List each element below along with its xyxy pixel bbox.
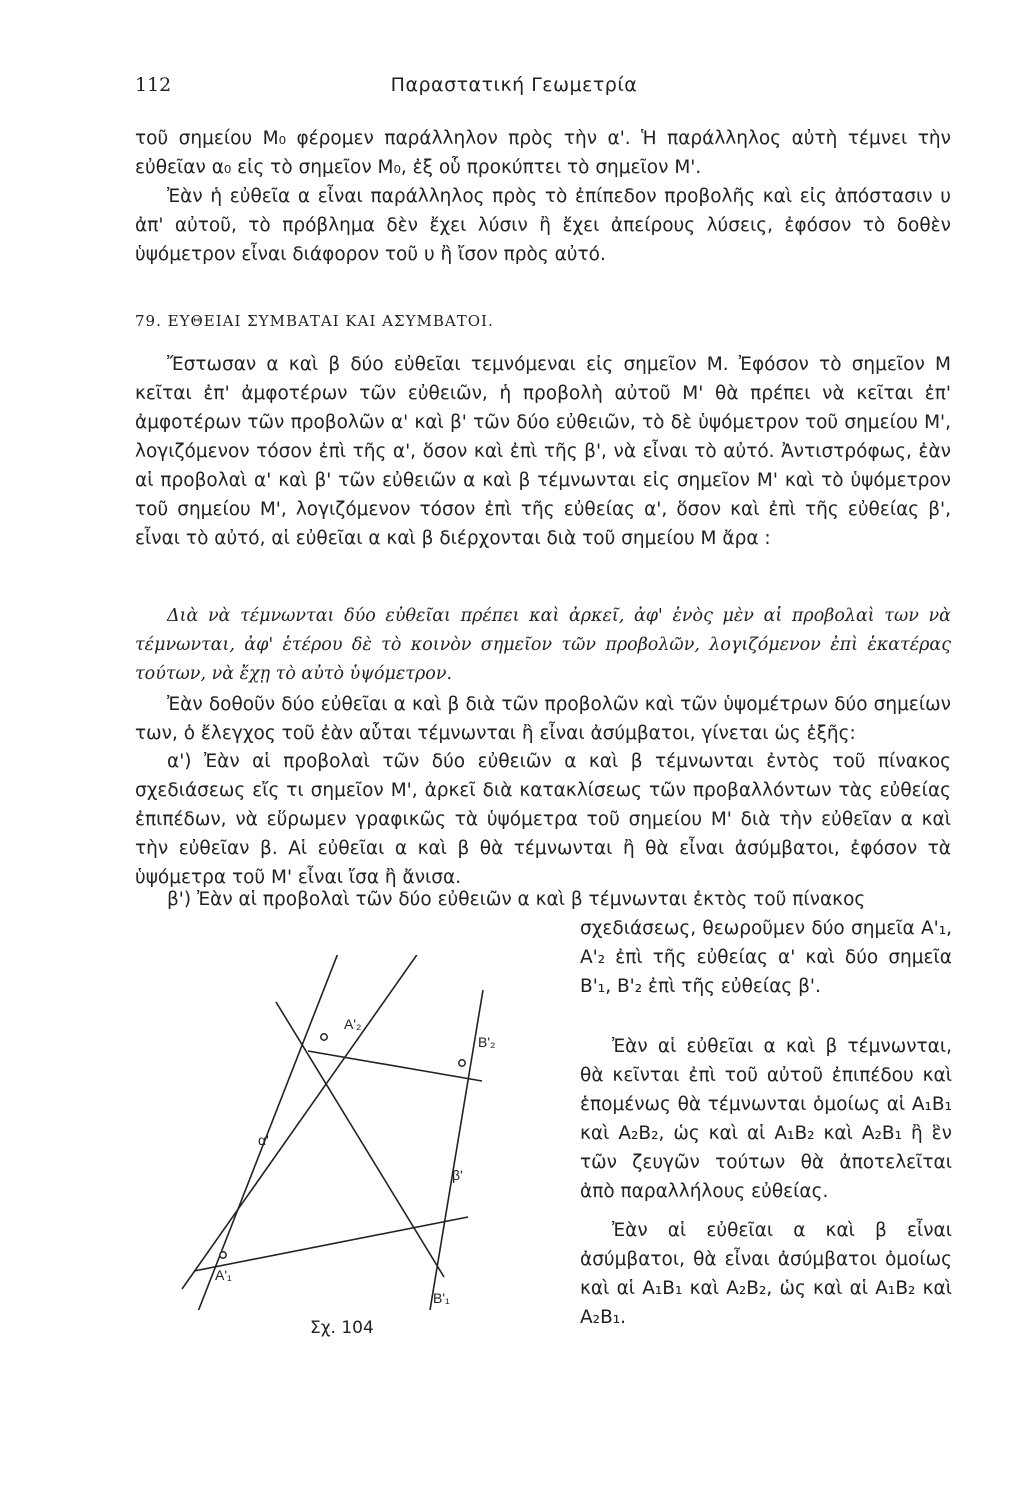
line-a2-b1 — [276, 1002, 444, 1277]
label-a1: A'₁ — [215, 1267, 232, 1283]
paragraph-6-lead: β') Ἐὰν αἱ προβολαὶ τῶν δύο εὐθειῶν α καὶ β τέμνωνται ἐκτὸς τοῦ πίνακος — [167, 889, 866, 910]
line-a2-b2 — [308, 1051, 482, 1081]
line-beta-prime — [430, 990, 483, 1310]
line-a1-b1 — [194, 1217, 468, 1271]
paragraph-2: Ἐὰν ἡ εὐθεῖα α εἶναι παράλληλος πρὸς τὸ ἐπίπεδον προβολῆς καὶ εἰς ἀπόστασιν υ ἀπ' αὐτοῦ, τὸ πρόβλημα δὲν ἔχει λύσιν ἢ ἔχει ἀπείρους λύσεις, ἐφόσον τὸ δοθὲν ὑψόμετρον εἶναι διάφορον τοῦ υ ἢ ἴσον πρὸς αὐτό. — [135, 186, 951, 265]
paragraph-5: α') Ἐὰν αἱ προβολαὶ τῶν δύο εὐθειῶν α καὶ β τέμνωνται ἐντὸς τοῦ πίνακος σχεδιάσεως εἴς τι σημεῖον M', ἀρκεῖ διὰ κατακλίσεως τῶν προβαλλόντων τὰς εὐθείας ἐπιπέδων, νὰ εὕρωμεν γραφικῶς τὰ ὑψόμετρα τοῦ σημείου M' διὰ τὴν εὐθεῖαν α καὶ τὴν εὐθεῖαν β. Αἱ εὐθεῖαι α καὶ β θὰ τέμνωνται ἢ θὰ εἶναι ἀσύμβατοι, ἐφόσον τὰ ὑψόμετρα τοῦ M' εἶναι ἴσα ἢ ἄνισα. — [135, 751, 951, 888]
theorem-rule: Διὰ νὰ τέμνωνται δύο εὐθεῖαι πρέπει καὶ ἀρκεῖ, ἀφ' ἑνὸς μὲν αἱ προβολαὶ των νὰ τέμνωνται, ἀφ' ἑτέρου δὲ τὸ κοινὸν σημεῖον τῶν προβολῶν, λογιζόμενον ἐπὶ ἑκατέρας τούτων, νὰ ἔχῃ τὸ αὐτὸ ὑψόμετρον. — [135, 606, 951, 684]
paragraph-1: τοῦ σημείου M₀ φέρομεν παράλληλον πρὸς τὴν α'. Ἡ παράλληλος αὐτὴ τέμνει τὴν εὐθεῖαν α₀ εἰς τὸ σημεῖον M₀, ἐξ οὗ προκύπτει τὸ σημεῖον M'. — [135, 128, 951, 178]
section-heading: 79. ΕΥΘΕΙΑΙ ΣΥΜΒΑΤΑΙ ΚΑΙ ΑΣΥΜΒΑΤΟΙ. — [135, 312, 494, 330]
label-a2: A'₂ — [344, 1016, 362, 1032]
point-a1 — [220, 1252, 226, 1258]
label-b1: B'₁ — [433, 1290, 450, 1306]
running-title: Παραστατική Γεωμετρία — [390, 74, 638, 96]
paragraph-6-cont: σχεδιάσεως, θεωροῦμεν δύο σημεῖα A'₁, A'₂ ἐπὶ τῆς εὐθείας α' καὶ δύο σημεῖα B'₁, B'₂ ἐπὶ τῆς εὐθείας β'. — [580, 918, 952, 997]
paragraph-4: Ἐὰν δοθοῦν δύο εὐθεῖαι α καὶ β διὰ τῶν προβολῶν καὶ τῶν ὑψομέτρων δύο σημείων των, ὁ ἔλεγχος τοῦ ἐὰν αὗται τέμνωνται ἢ εἶναι ἀσύμβατοι, γίνεται ὡς ἑξῆς: — [135, 694, 951, 744]
figure-104 — [180, 955, 510, 1310]
label-alpha-prime: α' — [258, 1132, 269, 1148]
label-b2: B'₂ — [478, 1034, 496, 1050]
paragraph-3: Ἔστωσαν α καὶ β δύο εὐθεῖαι τεμνόμεναι εἰς σημεῖον M. Ἐφόσον τὸ σημεῖον M κεῖται ἐπ' ἀμφοτέρων τῶν εὐθειῶν, ἡ προβολὴ αὐτοῦ M' θὰ πρέπει νὰ κεῖται ἐπ' ἀμφοτέρων τῶν προβολῶν α' καὶ β' τῶν δύο εὐθειῶν, τὸ δὲ ὑψόμετρον τοῦ σημείου M', λογιζόμενον τόσον ἐπὶ τῆς α', ὅσον καὶ ἐπὶ τῆς β', νὰ εἶναι τὸ αὐτό. Ἀντιστρόφως, ἐὰν αἱ προβολαὶ α' καὶ β' τῶν εὐθειῶν α καὶ β τέμνωνται εἰς σημεῖον M' καὶ τὸ ὑψόμετρον τοῦ σημείου M', λογιζόμενον τόσον ἐπὶ τῆς εὐθείας α', ὅσον καὶ ἐπὶ τῆς εὐθείας β', εἶναι τὸ αὐτό, αἱ εὐθεῖαι α καὶ β διέρχονται διὰ τοῦ σημείου M ἄρα : — [135, 354, 951, 549]
paragraph-8: Ἐὰν αἱ εὐθεῖαι α καὶ β εἶναι ἀσύμβατοι, θὰ εἶναι ἀσύμβατοι ὁμοίως καὶ αἱ A₁B₁ καὶ A₂B₂, ὡς καὶ αἱ A₁B₂ καὶ A₂B₁. — [580, 1220, 952, 1328]
figure-caption: Σχ. 104 — [310, 1318, 374, 1338]
paragraph-7: Ἐὰν αἱ εὐθεῖαι α καὶ β τέμνωνται, θὰ κεῖνται ἐπὶ τοῦ αὐτοῦ ἐπιπέδου καὶ ἑπομένως θὰ τέμνωνται ὁμοίως αἱ A₁B₁ καὶ A₂B₂, ὡς καὶ αἱ A₁B₂ καὶ A₂B₁ ἢ ἓν τῶν ζευγῶν τούτων θὰ ἀποτελεῖται ἀπὸ παραλλήλους εὐθείας. — [580, 1036, 952, 1202]
label-beta-prime: β' — [452, 1167, 463, 1183]
point-a2 — [321, 1034, 327, 1040]
page-number: 112 — [135, 74, 172, 96]
point-b2 — [459, 1060, 465, 1066]
